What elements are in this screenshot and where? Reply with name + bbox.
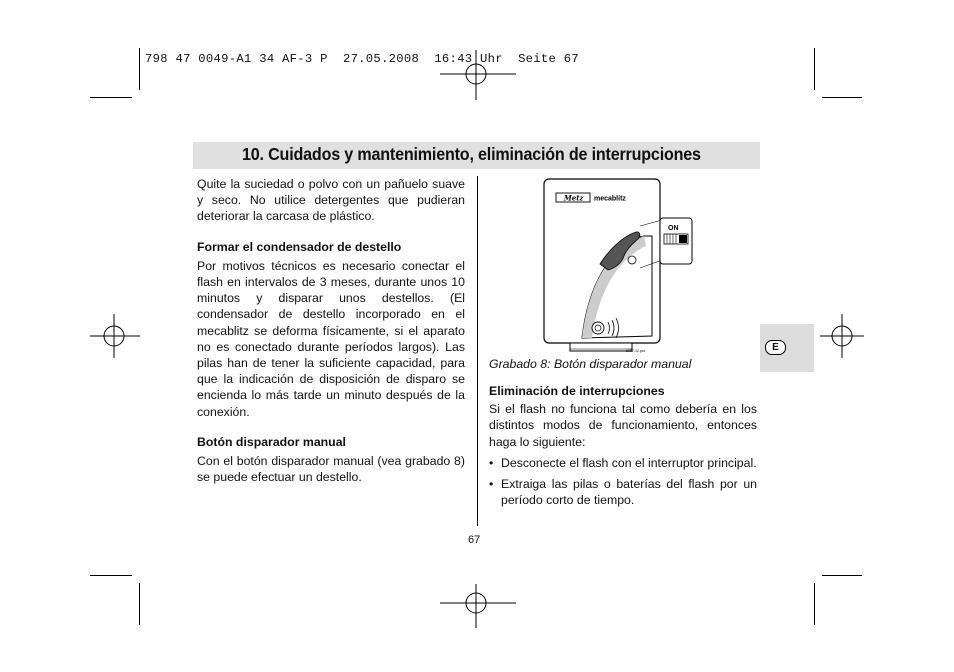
section-heading: Botón disparador manual: [197, 434, 346, 449]
left-column: [197, 176, 465, 485]
intro-paragraph: Quite la suciedad o polvo con un pañuelo suave y seco. No utilice detergentes que pudieran deteriorar la carcasa de plástico.: [197, 177, 465, 224]
section-body: Si el flash no funciona tal como debería en los distintos modos de funcionamiento, entonces haga lo siguiente:: [489, 402, 757, 449]
page-number: 67: [468, 534, 481, 546]
section-heading: Formar el condensador de destello: [197, 239, 402, 254]
model-name: mecablitz: [594, 195, 626, 203]
section-body: Con el botón disparador manual (vea grabado 8) se puede efectuar un destello.: [197, 454, 465, 485]
registration-mark-icon: [90, 314, 140, 358]
right-column: [489, 383, 757, 508]
brand-logo: Metz: [564, 193, 584, 203]
figure-code: 6087-12.pcx: [626, 349, 646, 353]
registration-mark-icon: [440, 50, 516, 100]
registration-mark-icon: [820, 314, 864, 358]
section-body: Por motivos técnicos es necesario conectar el flash en intervalos de 3 meses, durante unos 10 minutos y disparar unos destellos. (El condensador de destello incorporado en el mecablitz se deforma físicamente, si el aparato no es conectado durante períodos largos). Las pilas han de tener la suficiente capacidad, para que la indicación de disposición de disparo se encienda lo más tarde un minuto después de la conexión.: [197, 258, 465, 419]
bullet-icon: •: [489, 455, 494, 470]
section-heading: Eliminación de interrupciones: [489, 384, 665, 398]
language-tab-label: E: [765, 340, 786, 355]
column-divider: [477, 176, 478, 526]
svg-text:ϟ: ϟ: [639, 234, 642, 240]
registration-mark-icon: [440, 584, 516, 628]
list-item: • Extraiga las pilas o baterías del flash por un período corto de tiempo.: [489, 477, 757, 508]
bullet-icon: •: [489, 477, 494, 492]
switch-label: ON: [668, 225, 679, 232]
flash-unit-illustration: [540, 176, 700, 356]
print-header: 798 47 0049-A1 34 AF-3 P 27.05.2008 16:43 Uhr Seite 67: [145, 52, 579, 66]
page-title: 10. Cuidados y mantenimiento, eliminación de interrupciones: [242, 144, 701, 164]
list-item: • Desconecte el flash con el interruptor principal.: [489, 455, 757, 470]
figure-caption: Grabado 8: Botón disparador manual: [489, 357, 692, 371]
